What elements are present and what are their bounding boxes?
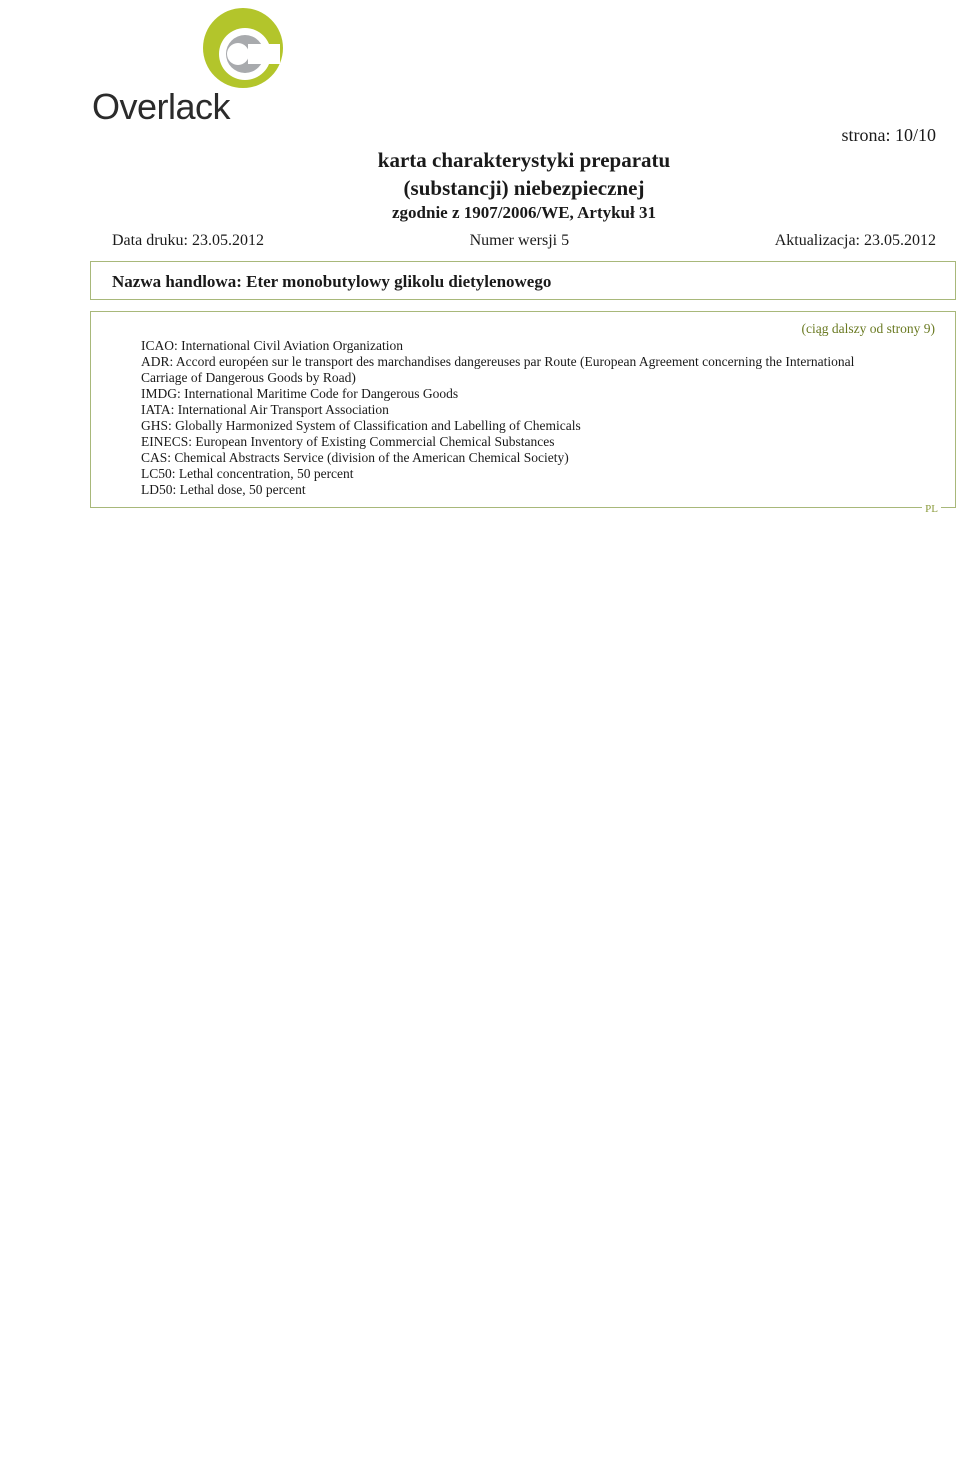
title-line-3: zgodnie z 1907/2006/WE, Artykuł 31 [392, 203, 656, 222]
abbreviation-item: EINECS: European Inventory of Existing Commercial Chemical Substances [141, 434, 555, 449]
company-logo [88, 4, 298, 128]
continued-note: (ciąg dalszy od strony 9) [801, 321, 935, 336]
page-number: strona: 10/10 [841, 125, 936, 145]
trade-name: Nazwa handlowa: Eter monobutylowy glikolu dietylenowego [112, 272, 552, 291]
abbreviation-item: LD50: Lethal dose, 50 percent [141, 482, 306, 497]
abbreviation-item: CAS: Chemical Abstracts Service (division of the American Chemical Society) [141, 450, 569, 465]
version-number: Numer wersji 5 [469, 232, 570, 249]
abbreviation-item: IMDG: International Maritime Code for Dangerous Goods [141, 386, 459, 401]
abbreviation-item: LC50: Lethal concentration, 50 percent [141, 466, 354, 481]
document-meta [112, 232, 936, 250]
content-box [90, 311, 956, 515]
print-date: Data druku: 23.05.2012 [112, 232, 264, 249]
title-line-2: (substancji) niebezpiecznej [403, 176, 645, 200]
logo-wordmark: Overlack [92, 86, 231, 127]
abbreviation-list [141, 338, 901, 498]
update-date: Aktualizacja: 23.05.2012 [774, 232, 936, 249]
abbreviation-item: IATA: International Air Transport Association [141, 402, 389, 417]
trade-name-box [90, 261, 956, 300]
abbreviation-item: ICAO: International Civil Aviation Organization [141, 338, 403, 353]
abbreviation-item: ADR: Accord européen sur le transport des marchandises dangereuses par Route (European Agreement concerning the International Carriage of Dangerous Goods by Road) [141, 354, 855, 385]
title-line-1: karta charakterystyki preparatu [377, 148, 671, 172]
document-title [300, 146, 748, 224]
abbreviation-item: GHS: Globally Harmonized System of Classification and Labelling of Chemicals [141, 418, 581, 433]
language-tag: PL [922, 503, 941, 515]
